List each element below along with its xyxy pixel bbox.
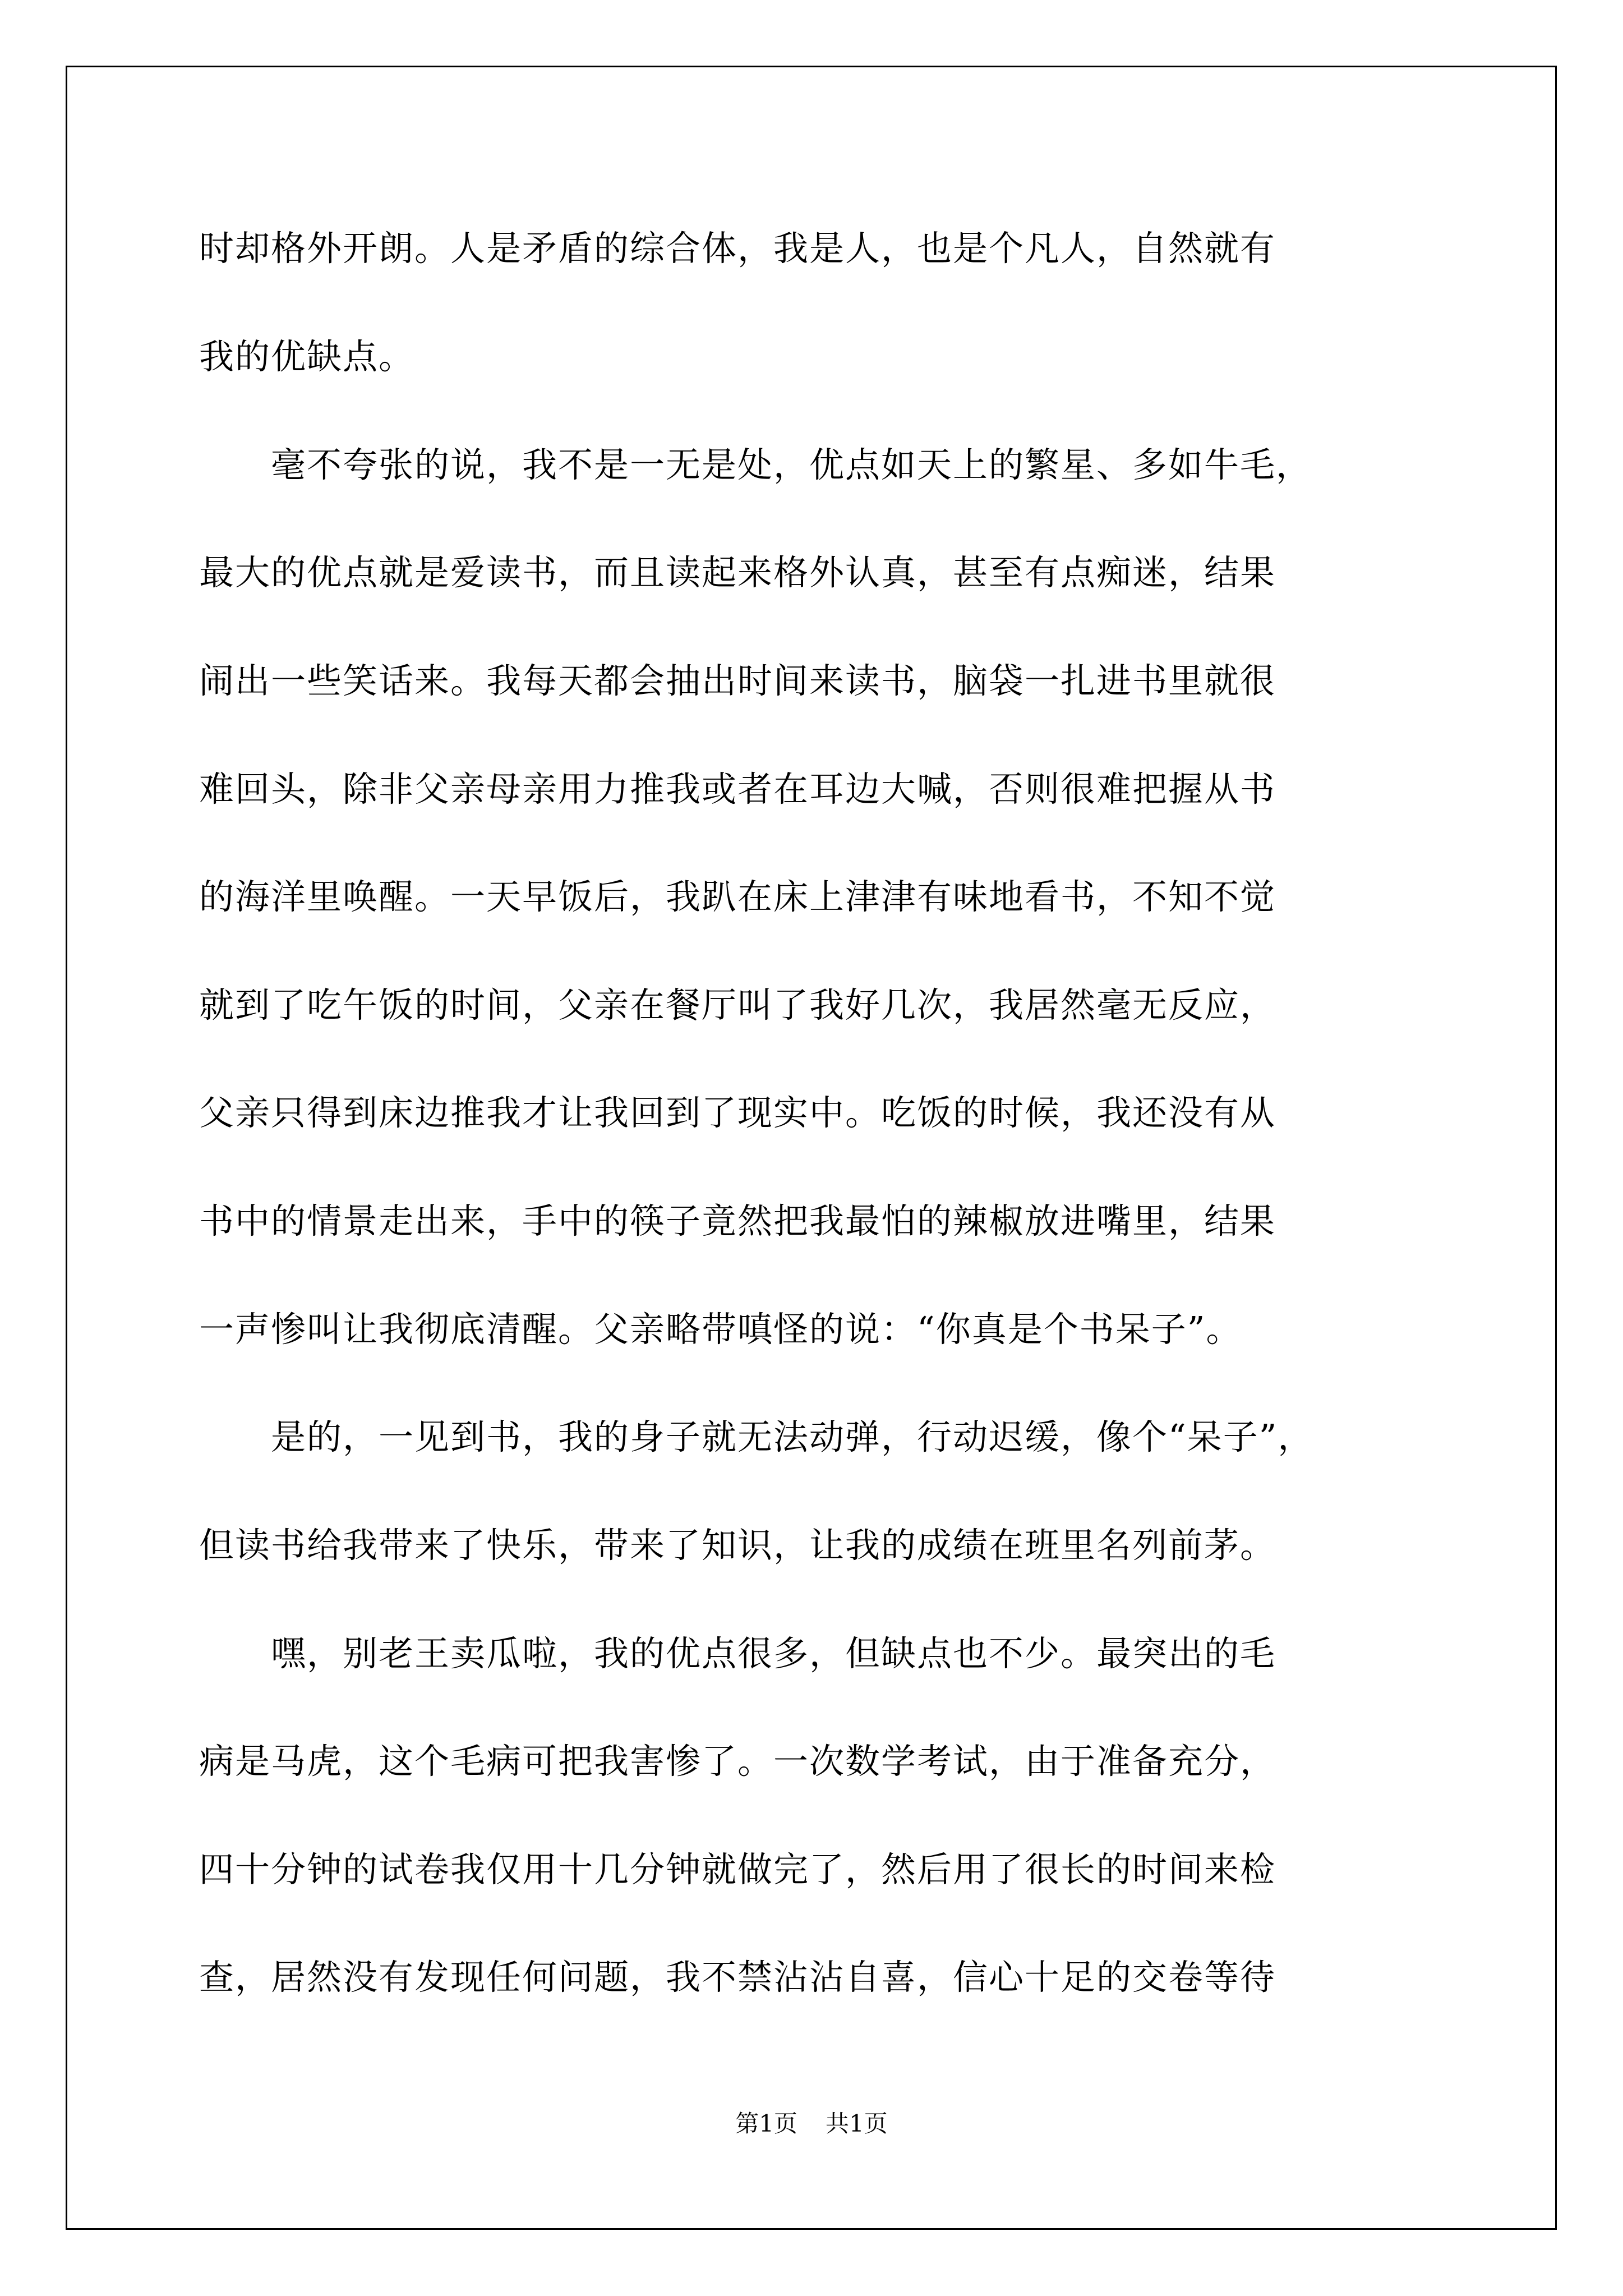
page-frame	[66, 66, 1557, 2230]
text-line: 时却格外开朗。人是矛盾的综合体，我是人，也是个凡人，自然就有	[199, 228, 1276, 269]
text-line: 查，居然没有发现任何问题，我不禁沾沾自喜，信心十足的交卷等待	[199, 1957, 1276, 1998]
text-line: 但读书给我带来了快乐，带来了知识，让我的成绩在班里名列前茅。	[199, 1525, 1276, 1566]
text-line: 闹出一些笑话来。我每天都会抽出时间来读书，脑袋一扎进书里就很	[199, 660, 1276, 701]
text-line: 就到了吃午饭的时间，父亲在餐厅叫了我好几次，我居然毫无反应，	[199, 984, 1276, 1025]
text-line: 父亲只得到床边推我才让我回到了现实中。吃饭的时候，我还没有从	[199, 1092, 1276, 1133]
text-line: 难回头，除非父亲母亲用力推我或者在耳边大喊，否则很难把握从书	[199, 769, 1276, 809]
text-line: 是的，一见到书，我的身子就无法动弹，行动迟缓，像个“呆子”，	[199, 1416, 1314, 1457]
text-line: 四十分钟的试卷我仅用十几分钟就做完了，然后用了很长的时间来检	[199, 1849, 1276, 1890]
text-line: 书中的情景走出来，手中的筷子竟然把我最怕的辣椒放进嘴里，结果	[199, 1200, 1276, 1241]
page-number: 第1页	[735, 2110, 797, 2137]
text-line: 的海洋里唤醒。一天早饭后，我趴在床上津津有味地看书，不知不觉	[199, 876, 1276, 917]
text-line: 最大的优点就是爱读书，而且读起来格外认真，甚至有点痴迷，结果	[199, 552, 1276, 593]
text-line: 嘿，别老王卖瓜啦，我的优点很多，但缺点也不少。最突出的毛	[199, 1633, 1276, 1674]
text-line: 毫不夸张的说，我不是一无是处，优点如天上的繁星、多如牛毛，	[199, 444, 1312, 485]
text-line: 病是马虎，这个毛病可把我害惨了。一次数学考试，由于准备充分，	[199, 1741, 1276, 1782]
page-footer	[0, 2112, 1623, 2136]
page-total: 共1页	[826, 2110, 888, 2137]
text-line: 我的优缺点。	[199, 336, 415, 377]
text-line: 一声惨叫让我彻底清醒。父亲略带嗔怪的说：“你真是个书呆子”。	[199, 1309, 1242, 1350]
